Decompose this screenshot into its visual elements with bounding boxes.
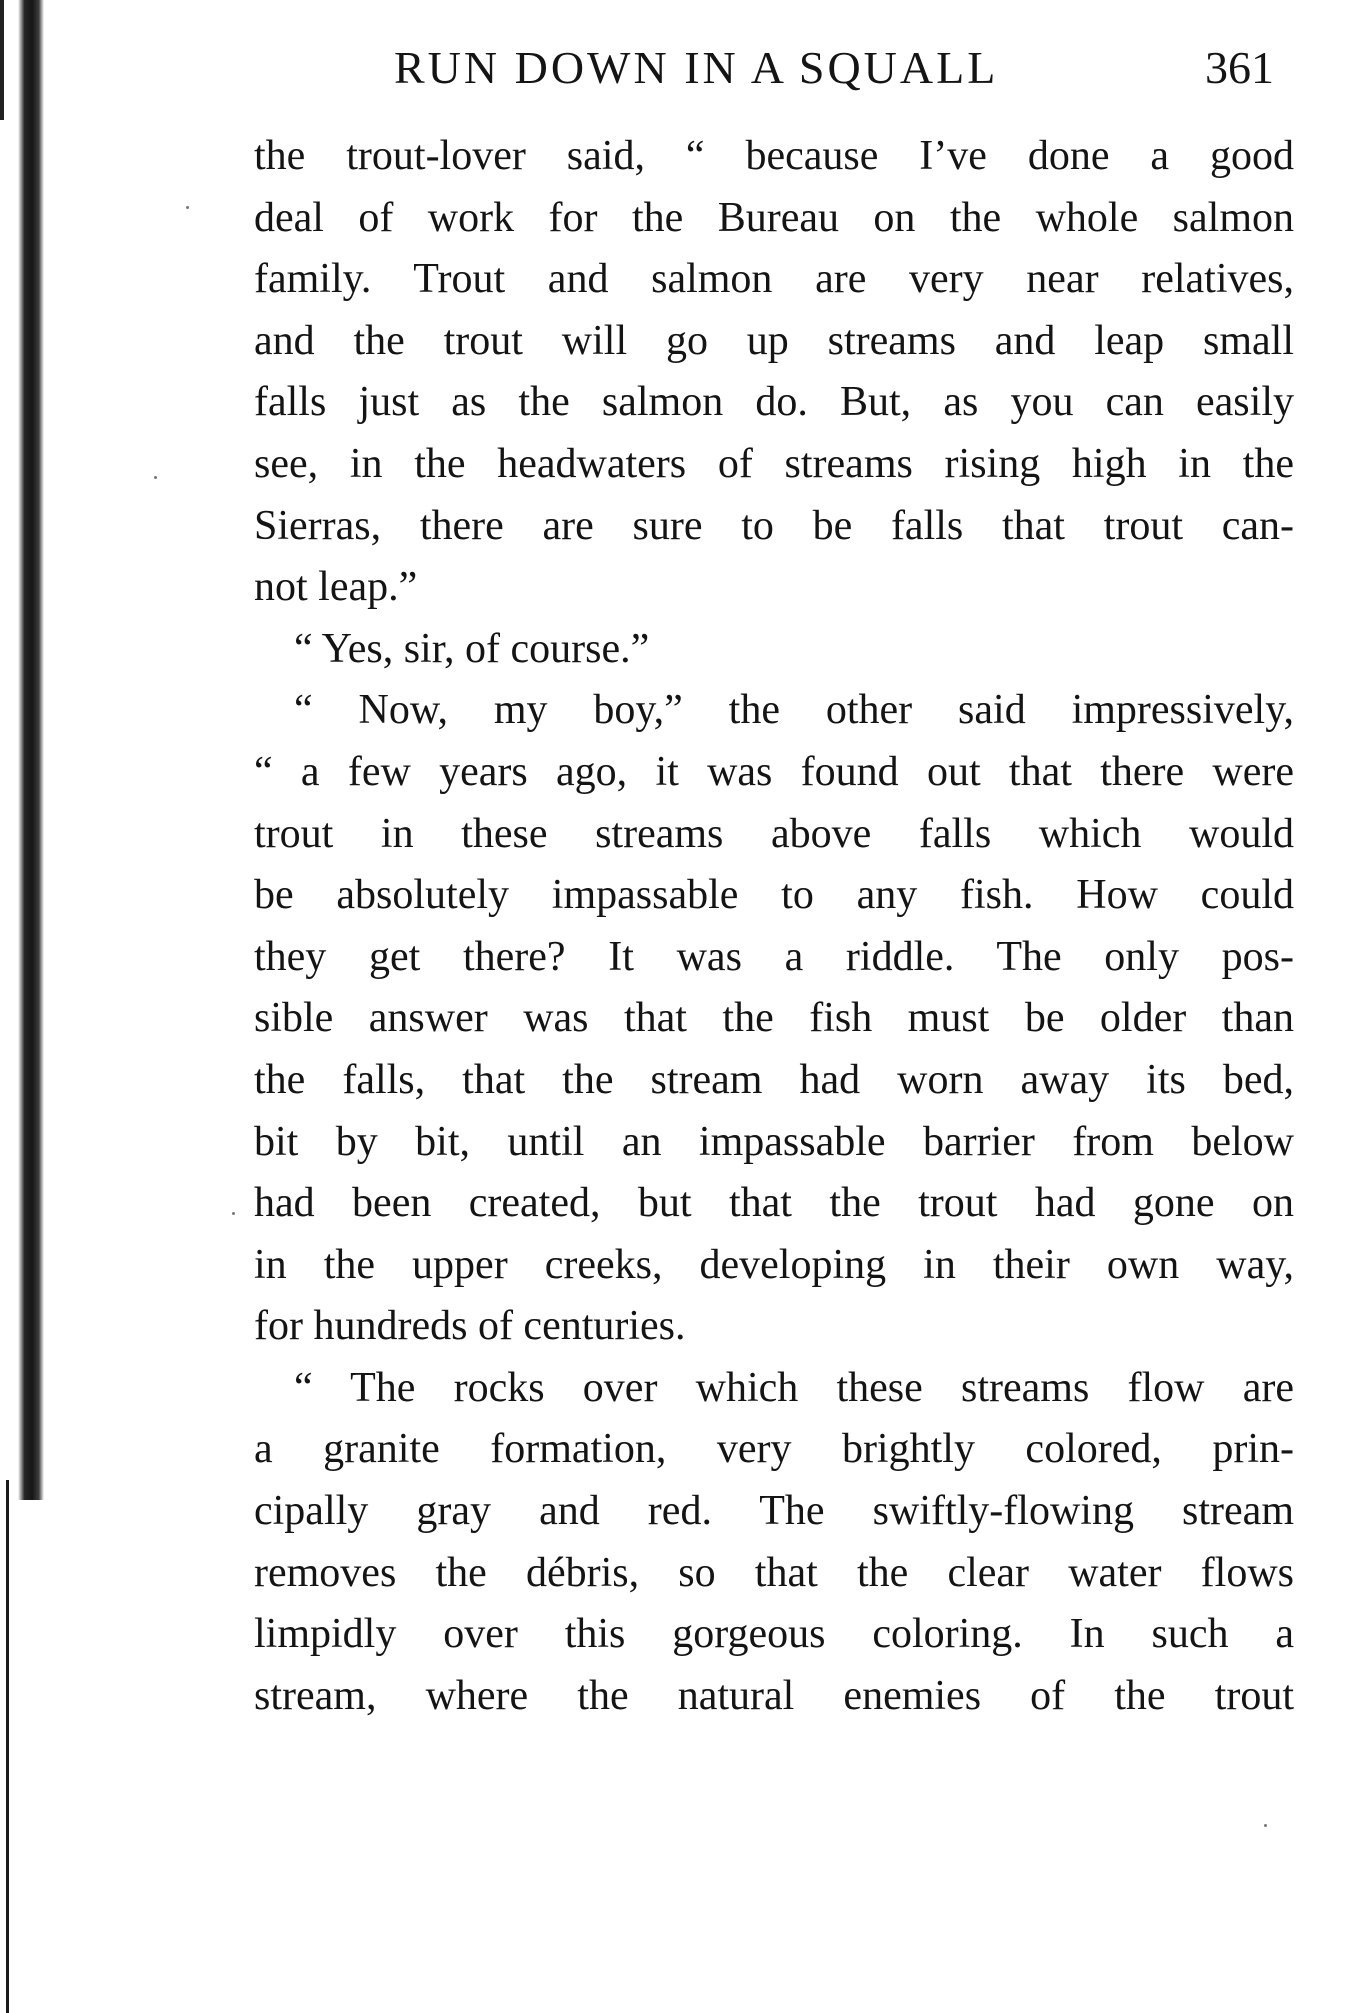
scan-speck bbox=[232, 1212, 235, 1215]
text-line: be absolutely impassable to any fish. How could bbox=[254, 872, 1294, 919]
text-line: limpidly over this gorgeous coloring. In such a bbox=[254, 1611, 1294, 1658]
binding-shadow bbox=[18, 0, 44, 1500]
text-line: a granite formation, very brightly colored, prin- bbox=[254, 1426, 1294, 1473]
text-line: trout in these streams above falls which would bbox=[254, 810, 1294, 857]
text-line: and the trout will go up streams and leap small bbox=[254, 317, 1294, 364]
text-line: cipally gray and red. The swiftly-flowing stream bbox=[254, 1488, 1294, 1535]
scan-speck bbox=[1264, 1824, 1267, 1827]
text-line: see, in the headwaters of streams rising high in the bbox=[254, 440, 1294, 487]
scan-speck bbox=[186, 206, 189, 209]
text-line: the falls, that the stream had worn away its bed, bbox=[254, 1056, 1294, 1103]
text-line: “ The rocks over which these streams flow are bbox=[294, 1364, 1294, 1411]
binding-edge-line bbox=[6, 1480, 9, 2013]
text-line: in the upper creeks, developing in their own way, bbox=[254, 1241, 1294, 1288]
text-line: for hundreds of centuries. bbox=[254, 1303, 686, 1350]
page-number: 361 bbox=[1205, 42, 1274, 93]
text-line: falls just as the salmon do. But, as you can easily bbox=[254, 379, 1294, 426]
running-title: RUN DOWN IN A SQUALL bbox=[394, 42, 999, 93]
binding-edge-top bbox=[0, 0, 4, 120]
text-line: bit by bit, until an impassable barrier from below bbox=[254, 1118, 1294, 1165]
text-line: “ a few years ago, it was found out that there were bbox=[254, 748, 1294, 795]
body-text bbox=[254, 126, 1294, 1727]
text-line: “ Yes, sir, of course.” bbox=[294, 625, 650, 672]
page-header bbox=[254, 36, 1294, 100]
text-line: the trout-lover said, “ because I’ve done a good bbox=[254, 133, 1294, 179]
text-line: not leap.” bbox=[254, 564, 418, 611]
text-line: deal of work for the Bureau on the whole salmon bbox=[254, 194, 1294, 241]
text-line: stream, where the natural enemies of the trout bbox=[254, 1672, 1294, 1719]
text-line: they get there? It was a riddle. The only pos- bbox=[254, 933, 1294, 980]
scan-speck bbox=[154, 476, 157, 479]
text-line: Sierras, there are sure to be falls that trout can- bbox=[254, 502, 1294, 549]
text-line: family. Trout and salmon are very near relatives, bbox=[254, 256, 1294, 303]
text-line: removes the débris, so that the clear water flows bbox=[254, 1549, 1294, 1596]
text-line: had been created, but that the trout had gone on bbox=[254, 1180, 1294, 1227]
text-line: “ Now, my boy,” the other said impressively, bbox=[294, 687, 1294, 734]
text-line: sible answer was that the fish must be older than bbox=[254, 995, 1294, 1042]
